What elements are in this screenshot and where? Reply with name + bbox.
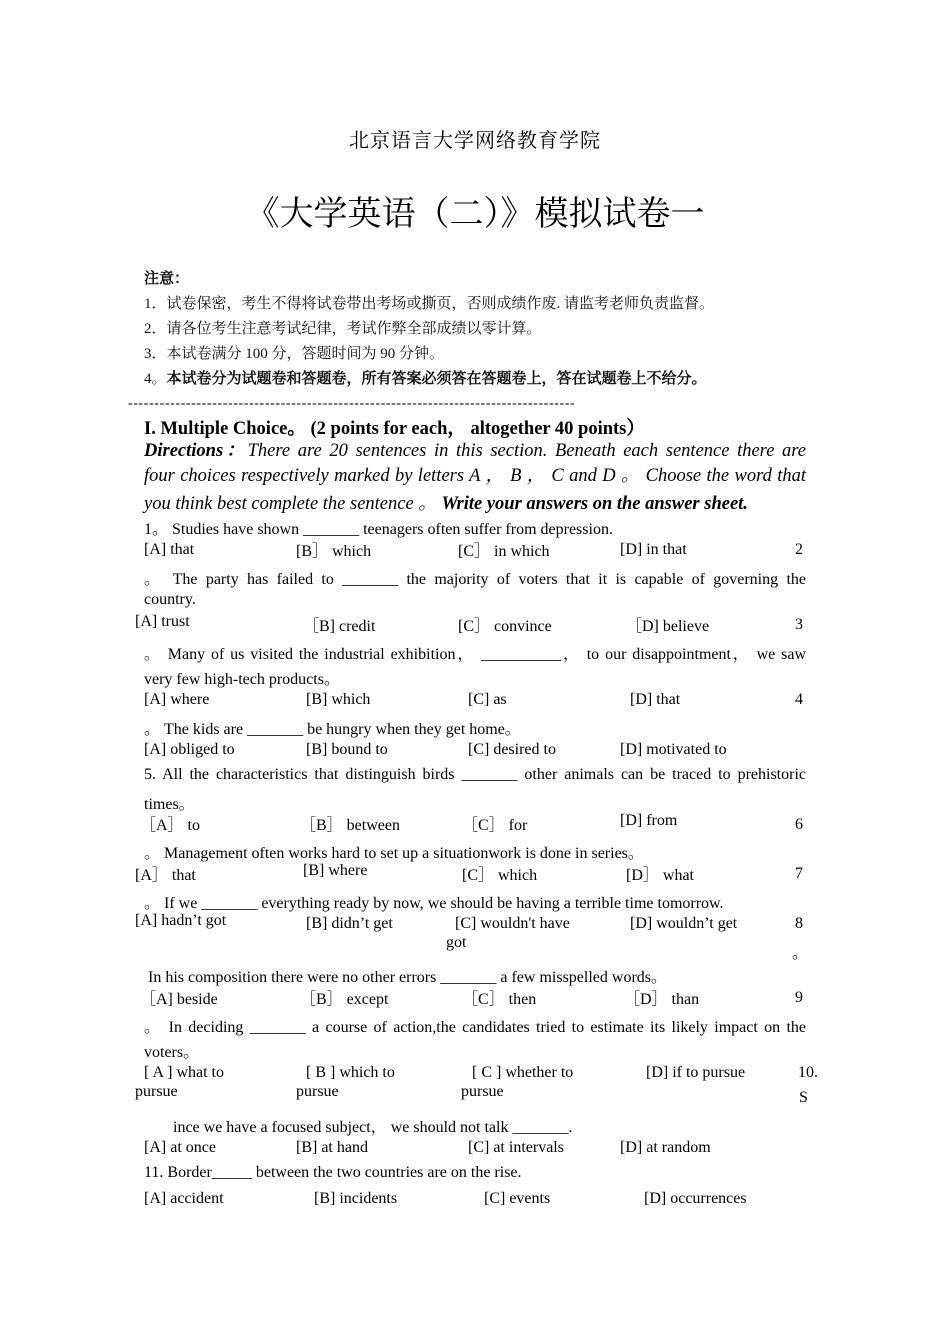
question-5-stem: 5. All the characteristics that distinguish birds _______ other animals can be traced to prehistoric: [144, 766, 806, 783]
question-number-mark: 。: [792, 945, 809, 962]
notice-item-3: 3．本试卷满分 100 分，答题时间为 90 分钟。: [144, 346, 445, 362]
notice-item-2: 2．请各位考生注意考试纪律，考试作弊全部成绩以零计算。: [144, 321, 542, 337]
question-3-stem: 。 Many of us visited the industrial exhibition， __________， to our disappointment， we saw: [144, 646, 806, 663]
q7-option-b: [B] didn’t get: [306, 915, 393, 932]
q2-option-d: ［D] believe: [626, 618, 710, 635]
q9-option-a-cont: pursue: [135, 1083, 178, 1100]
directions-text-3: you think best complete the sentence 。: [144, 494, 437, 514]
q8-option-d: ［D］ than: [624, 991, 700, 1008]
question-2-stem: 。 The party has failed to _______ the majority of voters that it is capable of governing the: [144, 571, 806, 588]
question-number: 8: [795, 915, 803, 932]
directions-text-1: There are 20 sentences in this section. Beneath each sentence there are: [247, 441, 806, 461]
q8-option-b: ［B］ except: [300, 991, 389, 1008]
question-1-stem: 1。 Studies have shown _______ teenagers often suffer from depression.: [144, 521, 613, 538]
directions-label: Directions：: [144, 441, 248, 461]
directions-line-2: four choices respectively marked by letters A ， B ， C and D 。 Choose the word that: [144, 466, 806, 486]
divider-line: -------------------------------------------------------------------------------------: [128, 396, 576, 411]
q7-option-a: [A] hadn’t got: [135, 912, 227, 929]
q10-option-a: [A] at once: [144, 1139, 216, 1156]
directions-instruction: Write your answers on the answer sheet.: [436, 494, 748, 514]
q9-option-b: [ B ] which to: [306, 1064, 395, 1081]
question-11-stem: 11. Border_____ between the two countries are on the rise.: [144, 1164, 522, 1181]
question-number: 4: [795, 691, 803, 708]
question-9-stem-cont: voters。: [144, 1044, 200, 1061]
question-9-stem: 。 In deciding _______ a course of action,the candidates tried to estimate its likely impact on the: [144, 1019, 806, 1036]
q4-option-d: [D] motivated to: [620, 741, 727, 758]
exam-title: 《大学英语（二）》模拟试卷一: [245, 194, 705, 234]
notice-item-4-number: 4。: [144, 371, 167, 387]
q9-option-c: [ C ] whether to: [472, 1064, 574, 1081]
q2-option-c: [C］ convince: [458, 618, 552, 635]
notice-item-4-text: 本试卷分为试题卷和答题卷，所有答案必须答在答题卷上，答在试题卷上不给分。: [166, 371, 707, 387]
question-6-stem: 。 Management often works hard to set up a situationwork is done in series。: [144, 845, 644, 862]
question-8-stem: In his composition there were no other errors _______ a few misspelled words。: [148, 969, 667, 986]
q1-option-a: [A] that: [144, 541, 195, 558]
question-number: 2: [795, 541, 803, 558]
question-number: 10.: [798, 1064, 818, 1081]
q9-option-d: [D] if to pursue: [646, 1064, 746, 1081]
q8-option-c: ［C］ then: [462, 991, 537, 1008]
q6-option-c: [C］ which: [462, 867, 538, 884]
q10-option-c: [C] at intervals: [468, 1139, 564, 1156]
question-5-stem-cont: times。: [144, 796, 195, 813]
q2-option-b: ［B] credit: [303, 618, 376, 635]
q11-option-c: [C] events: [484, 1190, 551, 1207]
question-4-stem: 。 The kids are _______ be hungry when they get home。: [144, 721, 521, 738]
q9-option-c-cont: pursue: [461, 1083, 504, 1100]
notice-label: 注意：: [144, 271, 190, 287]
q1-option-b: [B］ which: [296, 543, 372, 560]
question-number-mark: S: [799, 1089, 808, 1106]
q6-option-d: [D］ what: [626, 867, 694, 884]
q6-option-a: [A］ that: [135, 867, 196, 884]
q7-option-c: [C] wouldn't have: [455, 915, 570, 932]
question-number: 6: [795, 816, 803, 833]
q3-option-b: [B] which: [306, 691, 371, 708]
q7-option-c-cont: got: [446, 934, 467, 951]
q5-option-c: ［C］ for: [462, 817, 528, 834]
q3-option-d: [D] that: [630, 691, 681, 708]
q5-option-b: ［B］ between: [300, 817, 400, 834]
question-number: 9: [795, 989, 803, 1006]
q4-option-b: [B] bound to: [306, 741, 388, 758]
q11-option-a: [A] accident: [144, 1190, 224, 1207]
question-number: 3: [795, 616, 803, 633]
question-2-stem-cont: country.: [144, 591, 196, 608]
question-3-stem-cont: very few high-tech products。: [144, 671, 340, 688]
q10-option-b: [B] at hand: [296, 1139, 368, 1156]
q11-option-b: [B] incidents: [314, 1190, 398, 1207]
section-title: I. Multiple Choice。 (2 points for each， altogether 40 points）: [144, 419, 645, 439]
q9-option-a: [ A ] what to: [144, 1064, 224, 1081]
q9-option-b-cont: pursue: [296, 1083, 339, 1100]
directions-line-3: [144, 489, 748, 515]
directions-line-1: [144, 439, 806, 464]
notice-item-4: [144, 367, 707, 388]
q10-option-d: [D] at random: [620, 1139, 711, 1156]
q5-option-d: [D] from: [620, 812, 678, 829]
notice-item-1: 1．试卷保密，考生不得将试卷带出考场或撕页，否则成绩作废. 请监考老师负责监督。: [144, 296, 715, 312]
q2-option-a: [A] trust: [135, 613, 190, 630]
q5-option-a: ［A］ to: [140, 817, 201, 834]
q4-option-a: [A] obliged to: [144, 741, 235, 758]
q7-option-d: [D] wouldn’t get: [630, 915, 738, 932]
q3-option-c: [C] as: [468, 691, 507, 708]
question-7-stem: 。 If we _______ everything ready by now, we should be having a terrible time tomorrow.: [144, 895, 724, 912]
q1-option-d: [D] in that: [620, 541, 687, 558]
q11-option-d: [D] occurrences: [644, 1190, 747, 1207]
q4-option-c: [C] desired to: [468, 741, 556, 758]
question-number: 7: [795, 865, 803, 882]
q1-option-c: [C］ in which: [458, 543, 550, 560]
q8-option-a: ［A] beside: [140, 991, 218, 1008]
school-name: 北京语言大学网络教育学院: [349, 130, 601, 152]
q6-option-b: [B] where: [303, 862, 368, 879]
question-10-stem: ince we have a focused subject， we should not talk _______.: [173, 1119, 573, 1136]
q3-option-a: [A] where: [144, 691, 210, 708]
